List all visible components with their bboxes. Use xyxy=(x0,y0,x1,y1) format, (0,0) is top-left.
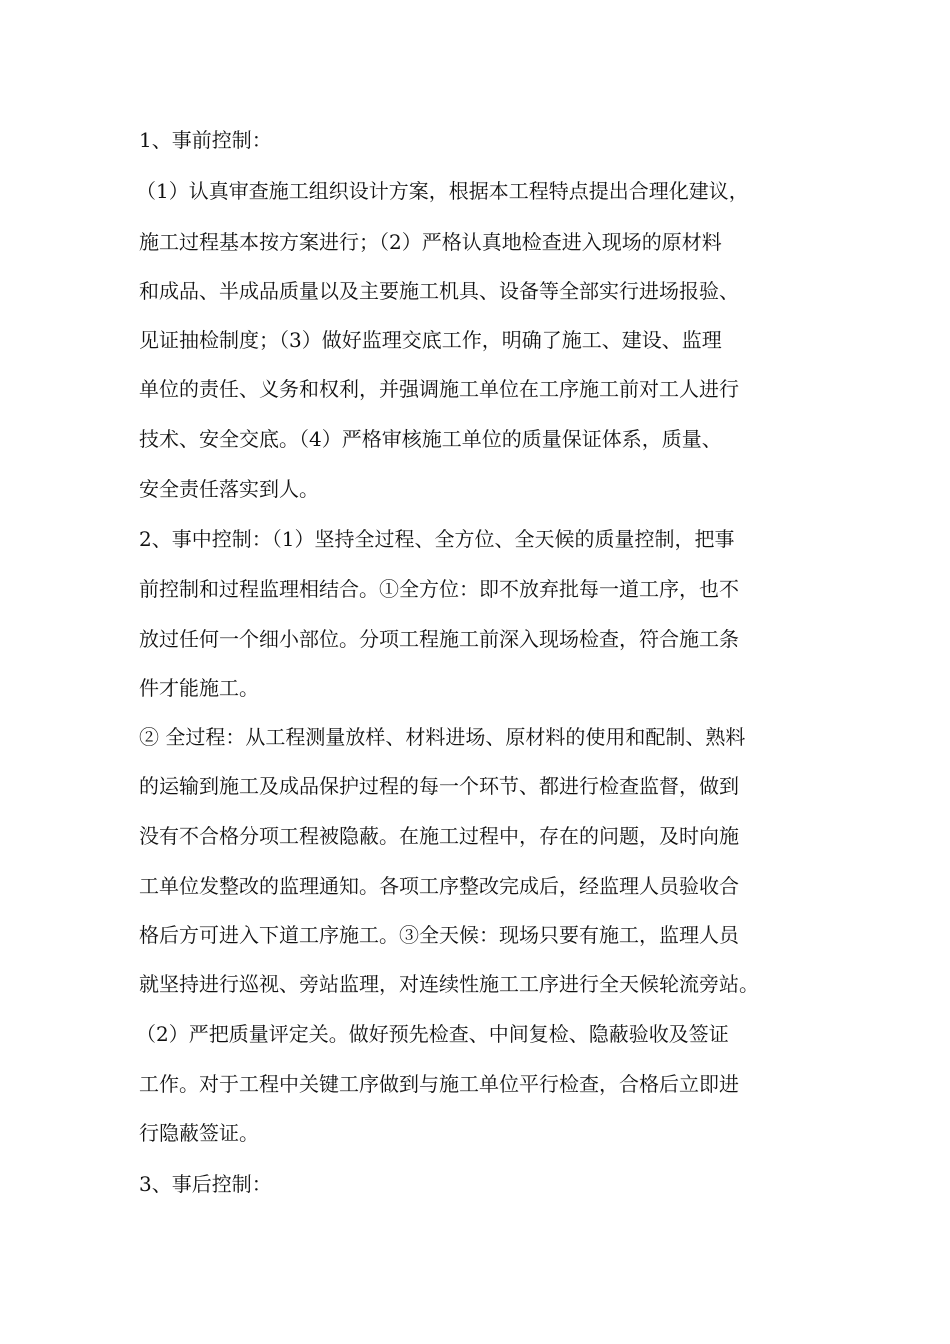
text-line-15: 没有不合格分项工程被隐蔽。在施工过程中，存在的问题，及时向施 xyxy=(139,824,739,848)
text-line-3: 施工过程基本按方案进行；（2）严格认真地检查进入现场的原材料 xyxy=(139,230,722,254)
text-line-2: （1）认真审查施工组织设计方案，根据本工程特点提出合理化建议， xyxy=(136,179,749,203)
text-line-11: 放过任何一个细小部位。分项工程施工前深入现场检查，符合施工条 xyxy=(139,627,739,651)
text-line-13: ② 全过程：从工程测量放样、材料进场、原材料的使用和配制、熟料 xyxy=(139,725,746,749)
text-line-14: 的运输到施工及成品保护过程的每一个环节、都进行检查监督，做到 xyxy=(139,774,739,798)
text-line-19: （2）严把质量评定关。做好预先检查、中间复检、隐蔽验收及签证 xyxy=(136,1022,729,1046)
text-line-5: 见证抽检制度；（3）做好监理交底工作，明确了施工、建设、监理 xyxy=(139,328,722,352)
text-line-8: 安全责任落实到人。 xyxy=(139,477,319,501)
text-line-12: 件才能施工。 xyxy=(139,676,259,700)
text-line-21: 行隐蔽签证。 xyxy=(139,1121,259,1145)
text-line-18: 就坚持进行巡视、旁站监理，对连续性施工工序进行全天候轮流旁站。 xyxy=(139,972,759,996)
text-line-1: 1、事前控制： xyxy=(139,128,272,152)
text-line-16: 工单位发整改的监理通知。各项工序整改完成后，经监理人员验收合 xyxy=(139,874,739,898)
text-line-4: 和成品、半成品质量以及主要施工机具、设备等全部实行进场报验、 xyxy=(139,279,739,303)
text-line-17: 格后方可进入下道工序施工。③全天候：现场只要有施工，监理人员 xyxy=(139,923,739,947)
text-line-20: 工作。对于工程中关键工序做到与施工单位平行检查，合格后立即进 xyxy=(139,1072,739,1096)
text-line-6: 单位的责任、义务和权利，并强调施工单位在工序施工前对工人进行 xyxy=(139,377,739,401)
text-line-9: 2、事中控制：（1）坚持全过程、全方位、全天候的质量控制，把事 xyxy=(139,527,735,551)
text-line-7: 技术、安全交底。（4）严格审核施工单位的质量保证体系，质量、 xyxy=(139,427,722,451)
text-line-10: 前控制和过程监理相结合。①全方位：即不放弃批每一道工序，也不 xyxy=(139,577,739,601)
text-line-22: 3、事后控制： xyxy=(139,1172,272,1196)
